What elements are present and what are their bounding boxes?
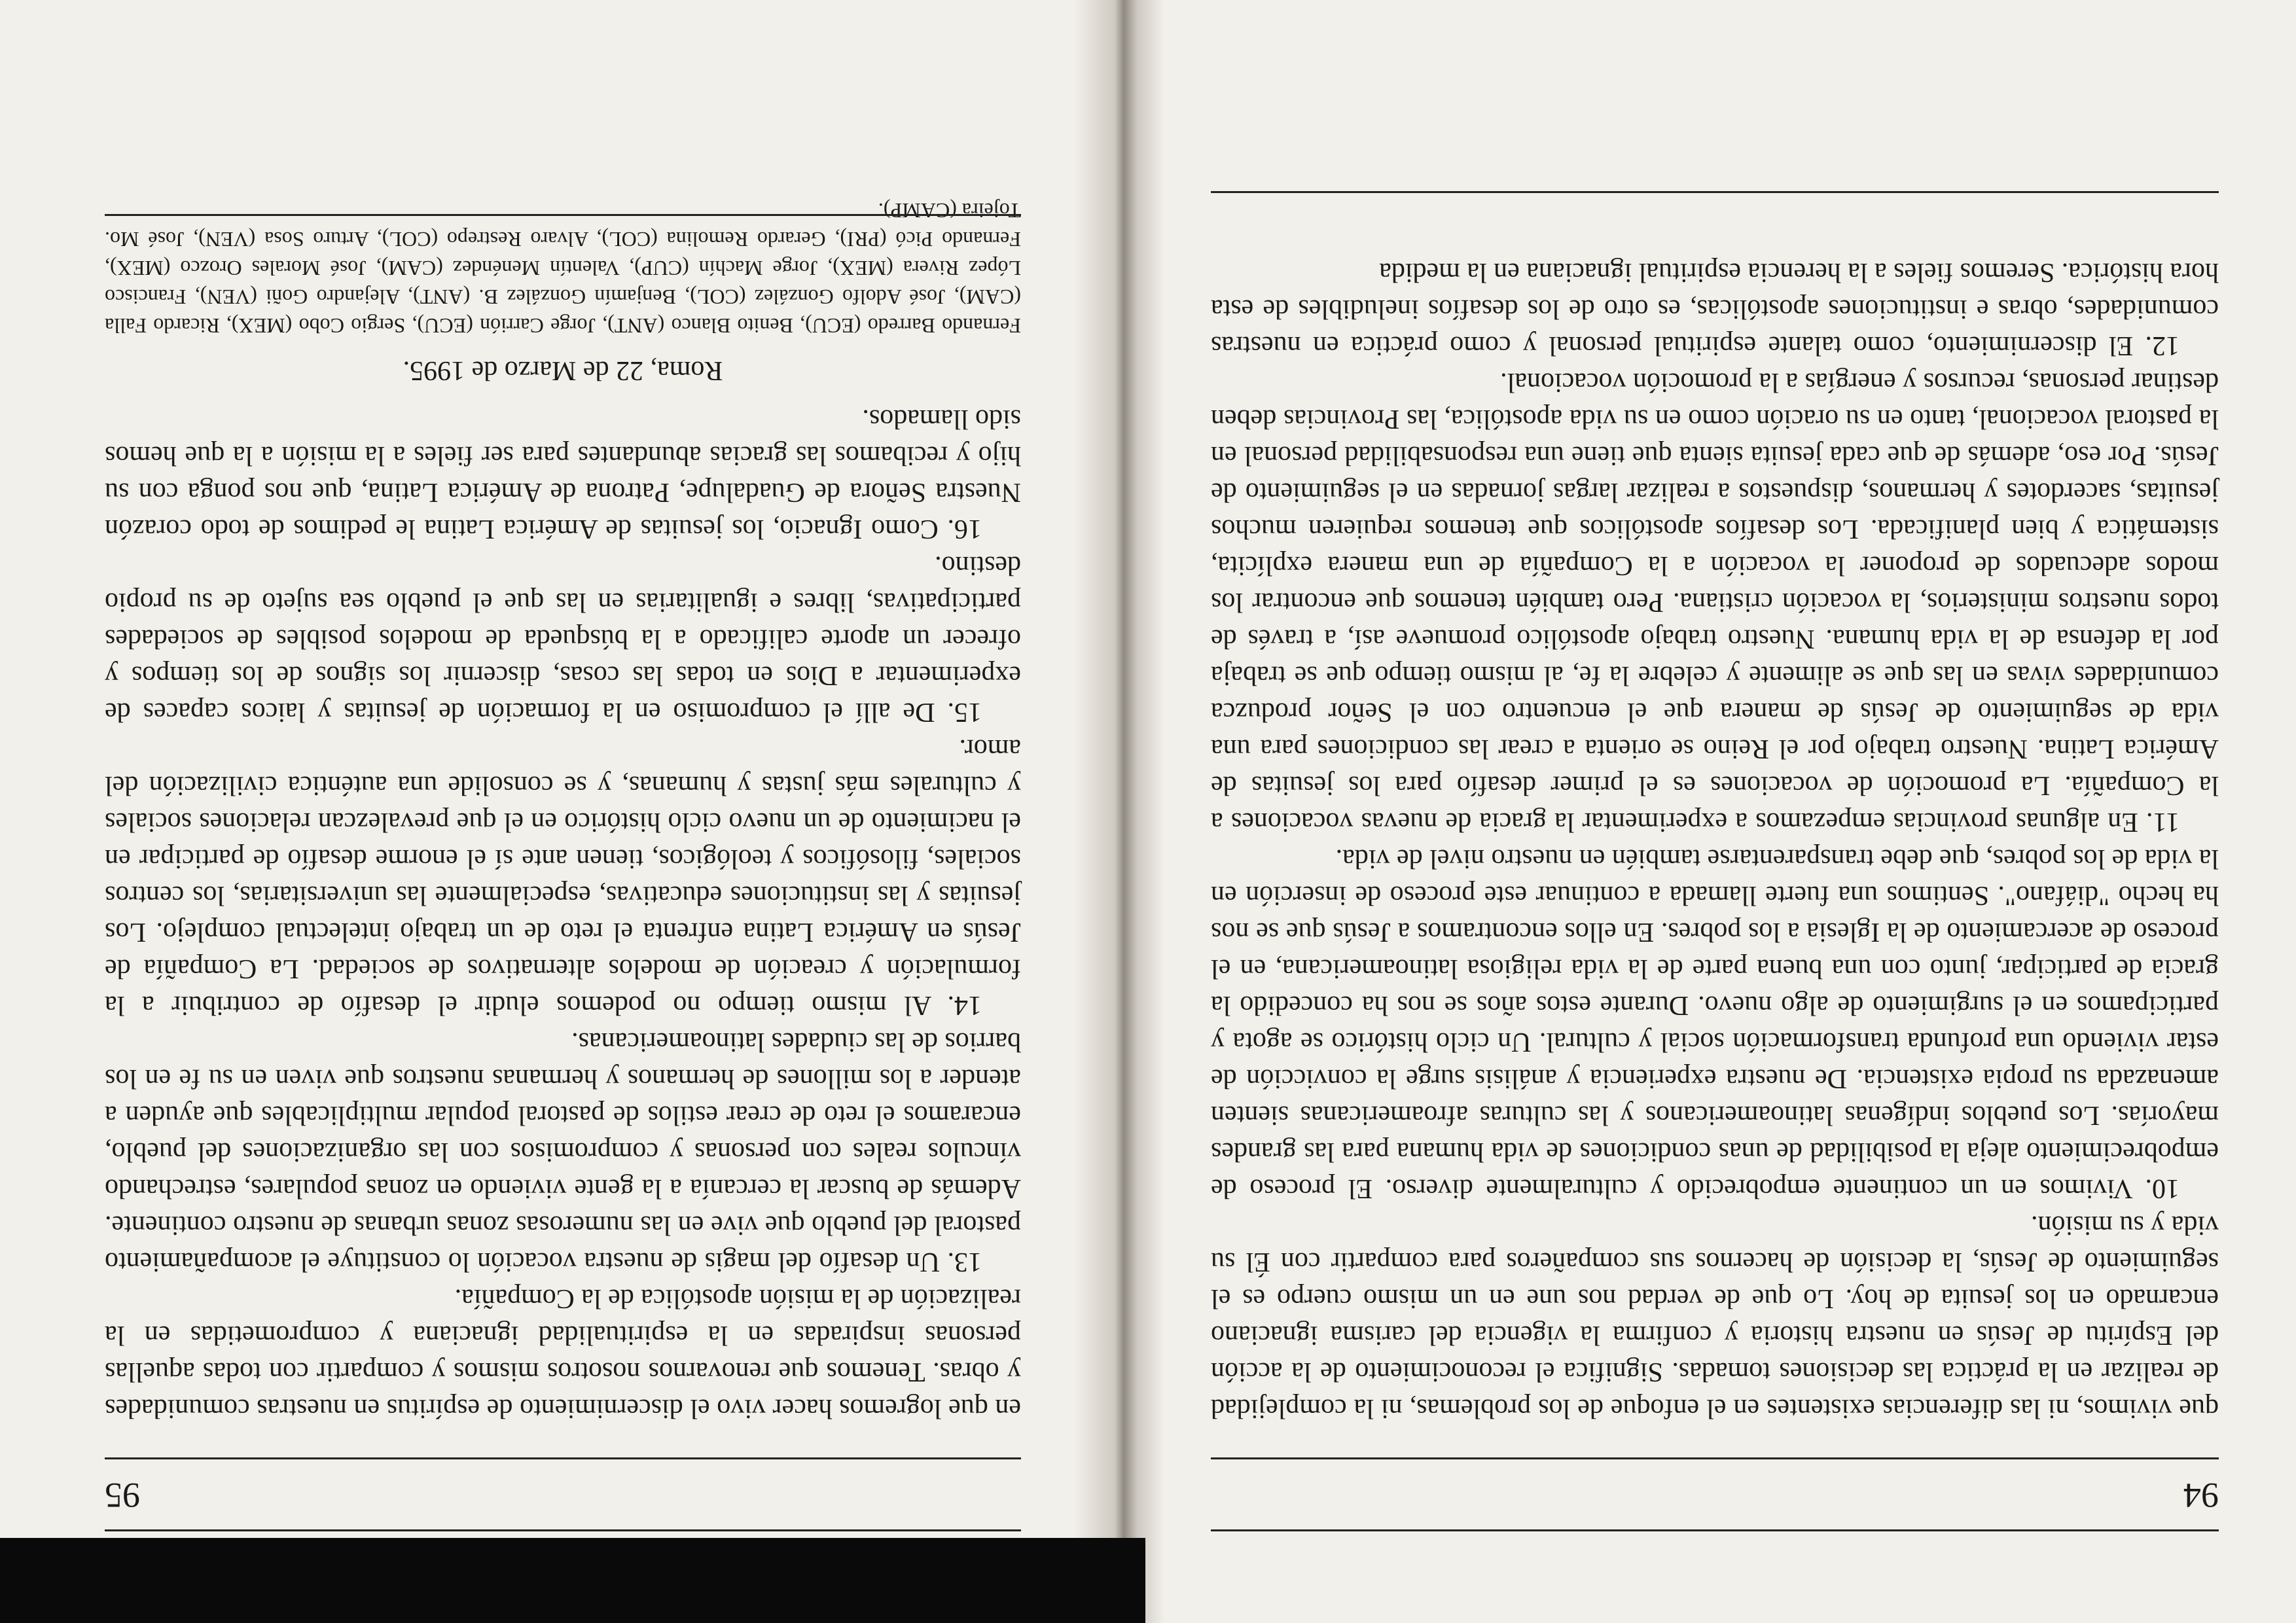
page-body (1211, 254, 2219, 1427)
paragraph-15: 15. De allí el compromiso en la formación de jesuitas y laicos capaces de experimentar a Dios en todas las cosas, discernir los signos de los tiempos y ofrecer un aporte calificado a la búsqueda de modelos posibles de sociedades participativas, libres e igualitarias en las que el pueblo sea sujeto de su propio destino. (105, 550, 1021, 727)
footer-rule (1211, 191, 2219, 193)
footer-rule (105, 214, 1021, 216)
page-body (105, 196, 1021, 1427)
signatories: Fernando Barredo (ECU), Benito Blanco (ANT), Jorge Carrión (ECU), Sergio Cobo (MEX), Ricardo Falla (CAM), José Adolfo González (COL), Benjamín González B. (ANT), Alejandro Goñi (VEN), Francisco López Rivera (MEX), Jorge Machín (CUP), Valentín Menéndez (CAM), José Morales Orozco (MEX), Fernando Picó (PRI), Gerardo Remolina (COL), Alvaro Restrepo (COL), Arturo Sosa (VEN), José Mo. Tojeira (CAMP). (105, 199, 1021, 338)
header-rule (105, 1529, 1021, 1531)
paragraph-12: 12. El discernimiento, como talante espiritual personal y como práctica en nuestras comunidades, obras e instituciones apostólicas, es otro de los desafíos ineludibles de esta hora histórica. Seremos fieles a la herencia espiritual ignaciana en la medida (1211, 257, 2219, 361)
paragraph: en que logremos hacer vivo el discernimiento de espíritus en nuestras comunidades y obras. Tenemos que renovarnos nosotros mismos y compartir con todas aquellas personas inspiradas en la espiritualidad ignaciana y comprometidas en la realización de la misión apostólica de la Compañía. (105, 1283, 1021, 1423)
closing-date: Roma, 22 de Marzo de 1995. (403, 355, 723, 385)
page-94 (1172, 0, 2284, 1623)
paragraph-13: 13. Un desafío del magis de nuestra vocación lo constituye el acompañamiento pastoral del pueblo que vive en las numerosas zonas urbanas de nuestro continente. Además de buscar la cercanía a la gente viviendo en zonas populares, estrechando vínculos reales con personas y compromisos con las organizaciones del pueblo, encaramos el reto de crear estilos de pastoral popular multiplicables que ayuden a atender a los millones de hermanos y hermanas nuestros que viven en su fe en los barrios de las ciudades latinoamericanas. (105, 1027, 1021, 1277)
running-head (105, 1453, 1021, 1531)
paragraph-11: 11. En algunas provincias empezamos a experimentar la gracia de nuevas vocaciones a la Compañía. La promoción de vocaciones es el primer desafío para los jesuitas de América Latina. Nuestro trabajo por el Reino se orienta a crear las condiciones para una vida de seguimiento de Jesús de manera que el encuentro con el Señor produzca comunidades vivas en las que se alimente y celebre la fe, al mismo tiempo que se trabaja por la defensa de la vida humana. Nuestro trabajo apostólico promueve así, a través de todos nuestros ministerios, la vocación cristiana. Pero también tenemos que encontrar los modos adecuados de proponer la vocación a la Compañía de una manera explícita, sistemática y bien planificada. Los desafíos apostólicos que tenemos requieren muchos jesuitas, sacerdotes y hermanos, dispuestos a realizar largas jornadas en el seguimiento de Jesús. Por eso, además de que cada jesuita sienta que tiene una responsabilidad personal en la pastoral vocacional, tanto en su oración como en su vida apostólica, las Provincias deben destinar personas, recursos y energías a la promoción vocacional. (1211, 367, 2219, 837)
book-gutter (1073, 0, 1165, 1623)
page-number: 94 (2183, 1476, 2219, 1515)
paragraph-10: 10. Vivimos en un continente empobrecido y culturalmente diverso. El proceso de empobrecimiento aleja la posibilidad de unas condiciones de vida humana para las grandes mayorías. Los pueblos indígenas latinoamericanos y las culturas afroamericanas sienten amenazada su propia existencia. De nuestra experiencia y análisis surge la convicción de estar viviendo una profunda transformación social y cultural. Un ciclo histórico se agota y participamos en el surgimiento de algo nuevo. Durante estos años se nos ha concedido la gracia de participar, junto con una buena parte de la vida religiosa latinoamericana, en el proceso de acercamiento de la Iglesia a los pobres. En ellos encontramos a Jesús que se nos ha hecho "diáfano". Sentimos una fuerte llamada a continuar este proceso de inserción en la vida de los pobres, que debe transparentarse también en nuestro nivel de vida. (1211, 844, 2219, 1204)
header-rule (105, 1457, 1021, 1459)
paragraph-14: 14. Al mismo tiempo no podemos eludir el desafío de contribuir a la formulación y creación de modelos alternativos de sociedad. La Compañía de Jesús en América Latina enfrenta el reto de un trabajo intelectual complejo. Los jesuitas y las instituciones educativas, especialmente las universitarias, los centros sociales, filosóficos y teológicos, tienen ante sí el enorme desafío de participar en el nacimiento de un nuevo ciclo histórico en el que prevalezcan relaciones sociales y culturales más justas y humanas, y se consolide una auténtica civilización del amor. (105, 734, 1021, 1020)
page-95 (46, 0, 1060, 1623)
page-number: 95 (105, 1476, 140, 1515)
paragraph-16: 16. Como Ignacio, los jesuitas de América Latina le pedimos de todo corazón Nuestra Señora de Guadalupe, Patrona de América Latina, que nos ponga con su hijo y recibamos las gracias abundantes para ser fieles a la misión a la que hemos sido llamados. (105, 404, 1021, 544)
running-head (1211, 1453, 2219, 1531)
header-rule (1211, 1457, 2219, 1459)
paragraph: que vivimos, ni las diferencias existentes en el enfoque de los problemas, ni la complejidad de realizar en la práctica las decisiones tomadas. Significa el reconocimiento de la acción del Espíritu de Jesús en nuestra historia y confirma la vigencia del carisma ignaciano encarnado en los jesuita de hoy. Lo que de verdad nos une en un mismo cuerpo es el seguimiento de Jesús, la decisión de hacernos sus compañeros para compartir con Él su vida y su misión. (1211, 1210, 2219, 1423)
header-rule (1211, 1529, 2219, 1531)
